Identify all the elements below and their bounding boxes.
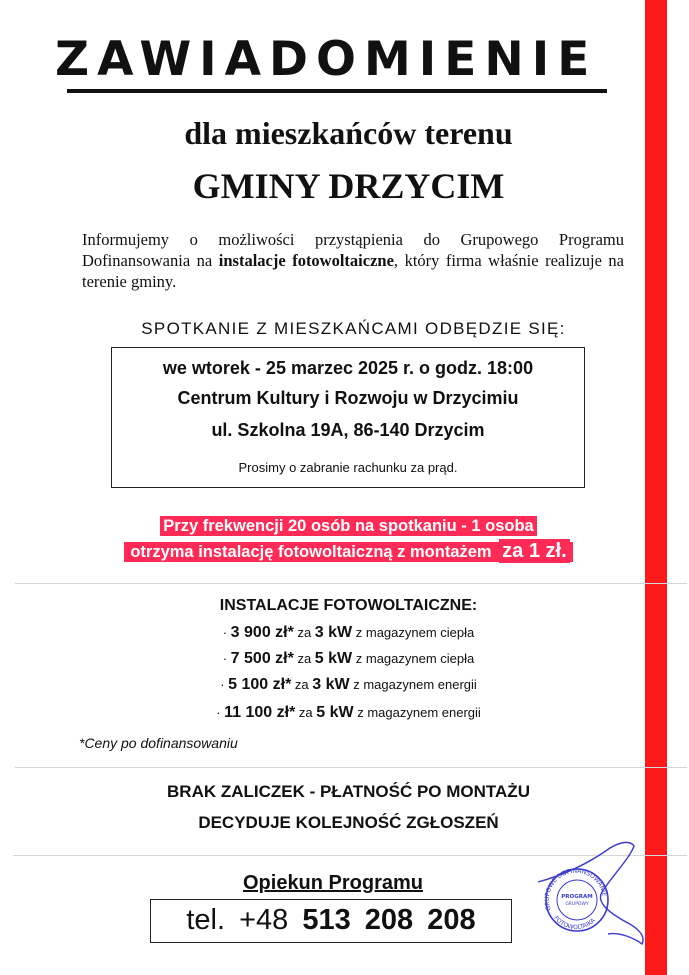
meeting-address: ul. Szkolna 19A, 86-140 Drzycim bbox=[211, 420, 485, 440]
divider bbox=[15, 767, 687, 768]
price-footnote: *Ceny po dofinansowaniu bbox=[79, 735, 238, 751]
storage-type: z magazynem ciepła bbox=[352, 625, 475, 640]
phone-number: 513 208 208 bbox=[302, 904, 476, 936]
bullet: · bbox=[220, 677, 229, 692]
order-of-applications: DECYDUJE KOLEJNOŚĆ ZGŁOSZEŃ bbox=[198, 813, 499, 832]
phone-prefix: tel. +48 bbox=[186, 904, 303, 936]
title-underline bbox=[67, 89, 607, 93]
storage-type: z magazynem energii bbox=[349, 677, 477, 692]
power-value: 5 kW bbox=[316, 704, 354, 721]
program-stamp-icon bbox=[530, 836, 655, 951]
price-value: 11 100 zł* bbox=[224, 704, 296, 721]
meeting-details-box bbox=[111, 347, 585, 488]
promo-line-2 bbox=[0, 539, 689, 564]
no-advance-payment: BRAK ZALICZEK - PŁATNOŚĆ PO MONTAŻU bbox=[167, 782, 530, 801]
intro-paragraph bbox=[82, 229, 624, 292]
installations-heading: INSTALACJE FOTOWOLTAICZNE: bbox=[219, 597, 478, 614]
meeting-date: we wtorek - 25 marzec 2025 r. o godz. 18:00 bbox=[162, 358, 534, 378]
storage-type: z magazynem ciepła bbox=[352, 651, 475, 666]
meeting-venue: Centrum Kultury i Rozwoju w Drzycimiu bbox=[177, 388, 519, 408]
notice-title: ZAWIADOMIENIE bbox=[55, 32, 598, 87]
subtitle-municipality: GMINY DRZYCIM bbox=[192, 166, 505, 206]
bullet: · bbox=[216, 705, 225, 720]
price-value: 5 100 zł* bbox=[228, 676, 292, 693]
power-value: 5 kW bbox=[314, 650, 353, 667]
divider bbox=[15, 583, 687, 584]
price-value: 7 500 zł* bbox=[230, 650, 294, 667]
promo-price: za 1 zł. bbox=[499, 539, 569, 563]
subtitle-residents: dla mieszkańców terenu bbox=[184, 115, 513, 151]
bullet: · bbox=[222, 625, 231, 640]
stamp-inner-ring bbox=[557, 880, 597, 920]
power-value: 3 kW bbox=[314, 624, 353, 641]
price-za: za bbox=[293, 651, 315, 666]
promo-text-2 bbox=[124, 542, 572, 562]
stamp-bottom-text: FOTOWOLTAIKA bbox=[552, 914, 597, 932]
meeting-heading: SPOTKANIE Z MIESZKAŃCAMI ODBĘDZIE SIĘ: bbox=[141, 319, 566, 338]
price-row bbox=[0, 648, 689, 670]
price-za: za bbox=[293, 625, 315, 640]
promo-line-1 bbox=[0, 514, 689, 538]
storage-type: z magazynem energii bbox=[353, 705, 481, 720]
price-za: za bbox=[295, 705, 317, 720]
stamp-center-line-1: PROGRAM bbox=[561, 894, 593, 900]
power-value: 3 kW bbox=[312, 676, 350, 693]
program-guardian-label: Opiekun Programu bbox=[242, 872, 424, 894]
intro-text-bold: instalacje fotowoltaiczne bbox=[218, 251, 394, 270]
price-row bbox=[0, 702, 689, 724]
stamp-ring-text: GRUPOWE DOFINANSOWANIE bbox=[543, 867, 608, 912]
stamp-center-line-2: GRUPOWY bbox=[565, 902, 589, 907]
price-row bbox=[0, 674, 689, 696]
price-value: 3 900 zł* bbox=[230, 624, 294, 641]
meeting-note: Prosimy o zabranie rachunku za prąd. bbox=[238, 460, 458, 475]
price-row bbox=[0, 622, 689, 644]
phone-box[interactable] bbox=[150, 899, 512, 943]
promo-text-2-main: otrzyma instalację fotowoltaiczną z montażem bbox=[127, 542, 499, 562]
bullet: · bbox=[222, 651, 231, 666]
intro-text-2: , który firma właśnie realizuje na terenie gminy. bbox=[82, 251, 625, 291]
promo-text-1: Przy frekwencji 20 osób na spotkaniu - 1 osoba bbox=[160, 516, 536, 536]
intro-text-1: Informujemy o możliwości przystąpienia do Grupowego Programu Dofinansowania na bbox=[82, 230, 624, 270]
price-za: za bbox=[291, 677, 313, 692]
